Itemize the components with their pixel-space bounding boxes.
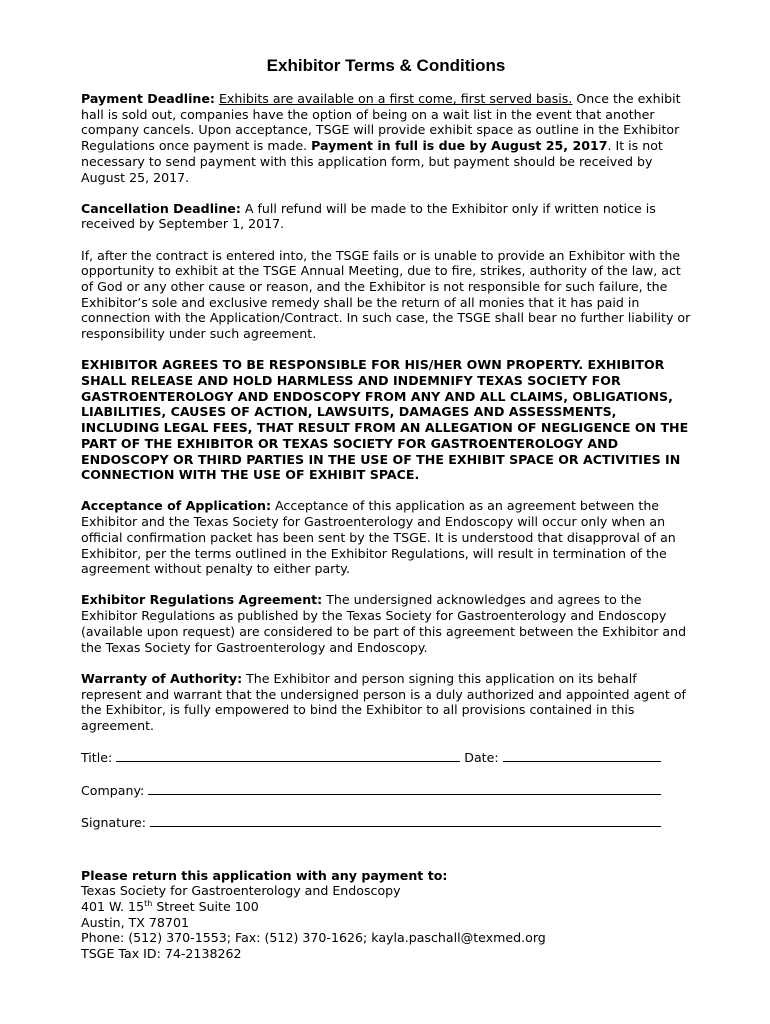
company-field[interactable] bbox=[148, 782, 661, 795]
date-field[interactable] bbox=[503, 749, 661, 762]
title-field[interactable] bbox=[116, 749, 460, 762]
return-heading: Please return this application with any payment to: bbox=[81, 867, 448, 883]
acceptance-heading: Acceptance of Application: bbox=[81, 498, 271, 514]
force-majeure-paragraph: If, after the contract is entered into, the TSGE fails or is unable to provide an Exhibitor with the opportunity to exhibit at the TSGE Annual Meeting, due to fire, strikes, authority of the law, act of God or any other cause or reason, and the Exhibitor is not responsible for such failure, the Exhibitor’s sole and exclusive remedy shall be the return of all monies that it has paid in connection with the Application/Contract. In such case, the TSGE shall bear no further liability or responsibility under such agreement. bbox=[81, 247, 691, 342]
company-row bbox=[81, 782, 691, 799]
payment-body-text: Once the exhibit hall is sold out, companies have the option of being on a wait list in the event that another company cancels. Upon acceptance, TSGE will provide exhibit space as outline in the Exhibitor Regulations once payment is made. bbox=[81, 91, 681, 154]
return-street bbox=[81, 899, 691, 915]
return-contact: Phone: (512) 370-1553; Fax: (512) 370-1626; kayla.paschall@texmed.org bbox=[81, 930, 546, 946]
document-title: Exhibitor Terms & Conditions bbox=[266, 56, 506, 75]
return-org: Texas Society for Gastroenterology and Endoscopy bbox=[81, 883, 401, 899]
warranty-paragraph bbox=[81, 671, 691, 734]
acceptance-text: Acceptance of this application as an agreement between the Exhibitor and the Texas Society for Gastroenterology and Endoscopy will occur only when an official confirmation packet has been sent by the TSGE. It is understood that disapproval of an Exhibitor, per the terms outlined in the Exhibitor Regulations, will result in termination of the agreement without penalty to either party. bbox=[81, 498, 676, 577]
payment-deadline-paragraph bbox=[81, 91, 691, 185]
street-ordinal: th bbox=[144, 898, 153, 908]
title-label: Title: bbox=[81, 750, 117, 766]
payment-first-come-text: Exhibits are available on a first come, first served basis. bbox=[218, 91, 573, 106]
document-page bbox=[81, 56, 691, 962]
signature-row bbox=[81, 814, 691, 831]
warranty-heading: Warranty of Authority: bbox=[81, 670, 243, 686]
payment-due-text: Payment in full is due by August 25, 2017 bbox=[311, 138, 608, 154]
payment-body-text-2: . It is not necessary to send payment with this application form, but payment should be received by August 25, 2017. bbox=[81, 138, 663, 185]
regulations-heading: Exhibitor Regulations Agreement: bbox=[81, 592, 323, 608]
date-label: Date: bbox=[460, 750, 503, 766]
signature-field[interactable] bbox=[150, 814, 661, 827]
cancellation-heading: Cancellation Deadline: bbox=[81, 200, 241, 216]
indemnity-paragraph: EXHIBITOR AGREES TO BE RESPONSIBLE FOR HIS/HER OWN PROPERTY. EXHIBITOR SHALL RELEASE AND HOLD HARMLESS AND INDEMNIFY TEXAS SOCIETY FOR GASTROENTEROLOGY AND ENDOSCOPY FROM ANY AND ALL CLAIMS, OBLIGATIONS, LIABILITIES, CAUSES OF ACTION, LAWSUITS, DAMAGES AND ASSESSMENTS, INCLUDING LEGAL FEES, THAT RESULT FROM AN ALLEGATION OF NEGLIGENCE ON THE PART OF THE EXHIBITOR OR TEXAS SOCIETY FOR GASTROENTEROLOGY AND ENDOSCOPY OR THIRD PARTIES IN THE USE OF THE EXHIBIT SPACE OR ACTIVITIES IN CONNECTION WITH THE USE OF EXHIBIT SPACE. bbox=[81, 357, 689, 483]
signature-label: Signature: bbox=[81, 814, 151, 830]
return-tax-id: TSGE Tax ID: 74-2138262 bbox=[81, 946, 242, 962]
street-number: 401 W. 15 bbox=[81, 899, 145, 914]
acceptance-paragraph bbox=[81, 498, 691, 577]
street-name: Street Suite 100 bbox=[152, 899, 259, 914]
warranty-text: The Exhibitor and person signing this application on its behalf represent and warrant that the undersigned person is a duly authorized and appointed agent of the Exhibitor, is fully empowered to bind the Exhibitor to all provisions contained in this agreement. bbox=[81, 670, 686, 733]
cancellation-deadline-paragraph bbox=[81, 201, 691, 232]
title-date-row bbox=[81, 749, 691, 766]
regulations-paragraph bbox=[81, 592, 691, 655]
payment-deadline-heading: Payment Deadline: bbox=[81, 91, 215, 106]
cancellation-text: A full refund will be made to the Exhibitor only if written notice is received by September 1, 2017. bbox=[81, 200, 656, 232]
return-address-block bbox=[81, 868, 691, 962]
return-city: Austin, TX 78701 bbox=[81, 914, 189, 930]
company-label: Company: bbox=[81, 782, 149, 798]
regulations-text: The undersigned acknowledges and agrees to the Exhibitor Regulations as published by the Texas Society for Gastroenterology and Endoscopy (available upon request) are considered to be part of this agreement between the Exhibitor and the Texas Society for Gastroenterology and Endoscopy. bbox=[81, 592, 687, 655]
